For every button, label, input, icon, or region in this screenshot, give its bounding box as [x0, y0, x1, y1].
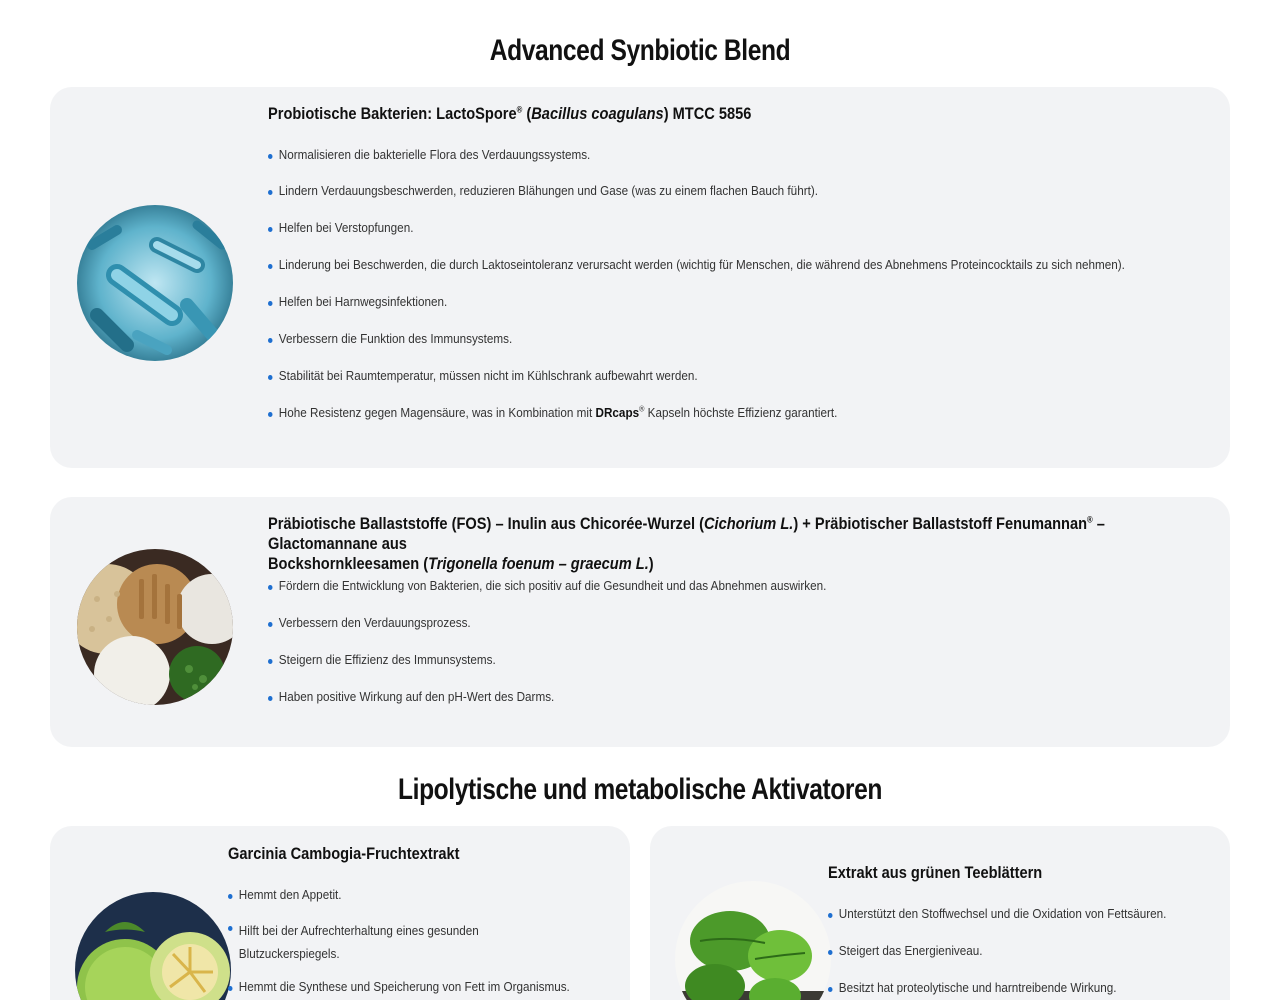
green-tea-leaves-image	[675, 881, 831, 1000]
list-item: Hilft bei der Aufrechterhaltung eines gesunden Blutzuckerspiegels.	[228, 919, 525, 965]
probiotic-card	[50, 87, 1230, 468]
list-item: Fördern die Entwicklung von Bakterien, die sich positiv auf die Gesundheit und das Abnehmen auswirken.	[268, 578, 826, 593]
green-tea-benefits-list	[828, 906, 1204, 995]
prebiotic-benefits-list	[268, 578, 888, 704]
list-item: Hemmt die Synthese und Speicherung von Fett im Organismus.	[228, 979, 525, 994]
green-tea-title: Extrakt aus grünen Teeblättern	[828, 863, 1043, 882]
garcinia-benefits-list	[228, 887, 570, 994]
list-item: Unterstützt den Stoffwechsel und die Oxidation von Fettsäuren.	[828, 906, 1166, 921]
probiotic-title: Probiotische Bakterien: LactoSpore® (Bacillus coagulans) MTCC 5856	[268, 104, 752, 123]
list-item: Haben positive Wirkung auf den pH-Wert des Darms.	[268, 689, 826, 704]
garcinia-card	[50, 826, 630, 1000]
green-tea-card	[650, 826, 1230, 1000]
list-item: Hemmt den Appetit.	[228, 887, 525, 902]
list-item: Stabilität bei Raumtemperatur, müssen nicht im Kühlschrank aufbewahrt werden.	[268, 368, 1125, 383]
list-item: Helfen bei Verstopfungen.	[268, 220, 1125, 235]
list-item: Verbessern den Verdauungsprozess.	[268, 615, 826, 630]
list-item: Verbessern die Funktion des Immunsystems.	[268, 331, 1125, 346]
garcinia-fruit-image	[75, 892, 231, 1000]
list-item: Steigern die Effizienz des Immunsystems.	[268, 652, 826, 667]
list-item: Steigert das Energieniveau.	[828, 943, 1166, 958]
list-item: Hohe Resistenz gegen Magensäure, was in Kombination mit DRcaps® Kapseln höchste Effizienz garantiert.	[268, 405, 1125, 420]
list-item: Helfen bei Harnwegsinfektionen.	[268, 294, 1125, 309]
probiotic-benefits-list	[268, 147, 1220, 420]
list-item: Linderung bei Beschwerden, die durch Laktoseintoleranz verursacht werden (wichtig für Menschen, die während des Abnehmens Proteincocktails zu sich nehmen).	[268, 257, 1125, 272]
section-title-activators: Lipolytische und metabolische Aktivatoren	[398, 773, 882, 806]
prebiotic-card	[50, 497, 1230, 747]
bacteria-image	[77, 205, 233, 361]
list-item: Normalisieren die bakterielle Flora des Verdauungssystems.	[268, 147, 1125, 162]
section-title-synbiotic: Advanced Synbiotic Blend	[489, 34, 791, 67]
garcinia-title: Garcinia Cambogia-Fruchtextrakt	[228, 844, 460, 863]
prebiotic-title: Präbiotische Ballaststoffe (FOS) – Inulin aus Chicorée-Wurzel (Cichorium L.) + Präbiotischer Ballaststoff Fenumannan® – Glactomannane aus Bockshornkleesamen (Trigonella foenum – graecum L.)	[268, 514, 1105, 573]
fiber-grains-image	[77, 549, 233, 705]
list-item: Lindern Verdauungsbeschwerden, reduzieren Blähungen und Gase (was zu einem flachen Bauch führt).	[268, 183, 1125, 198]
list-item: Besitzt hat proteolytische und harntreibende Wirkung.	[828, 980, 1166, 995]
